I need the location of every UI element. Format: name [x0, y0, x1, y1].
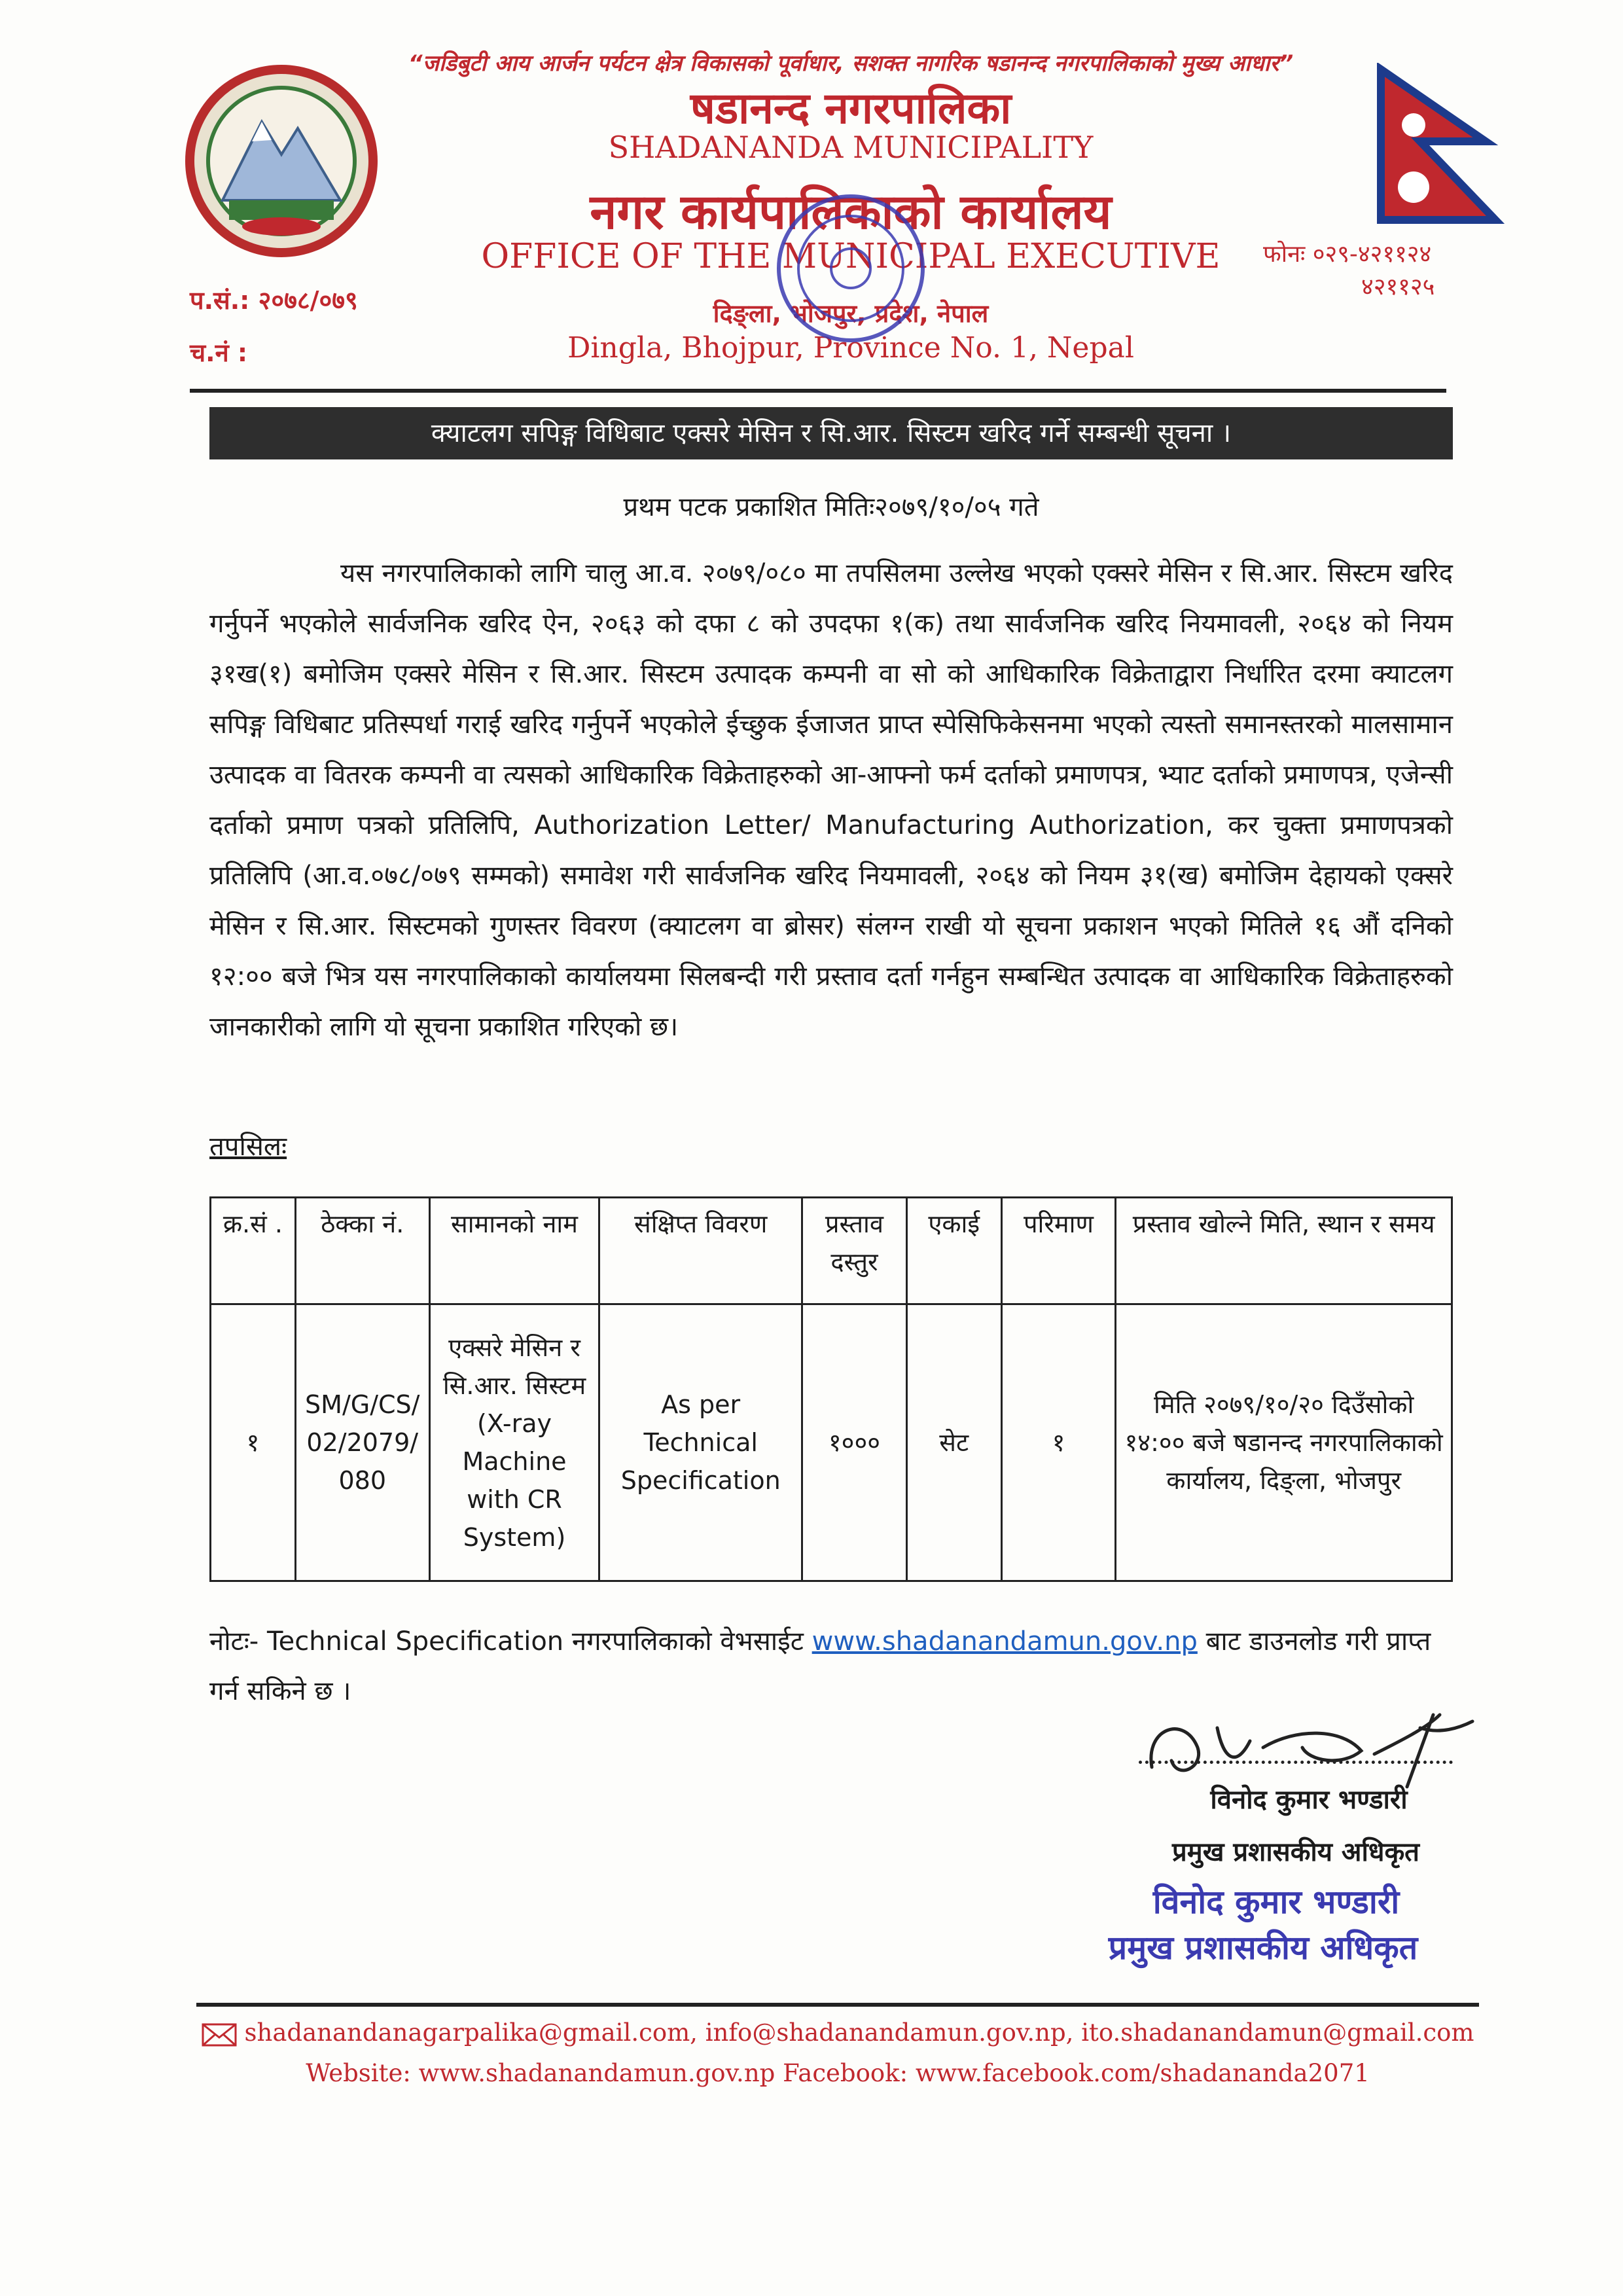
table-cell: एक्सरे मेसिन र सि.आर. सिस्टम (X-ray Machine with CR System): [429, 1304, 599, 1581]
table-header-cell: संक्षिप्त विवरण: [599, 1198, 802, 1304]
footer-divider: [196, 2003, 1479, 2007]
table-header-cell: क्र.सं .: [211, 1198, 296, 1304]
table-cell: As per Technical Specification: [599, 1304, 802, 1581]
table-cell: १०००: [802, 1304, 907, 1581]
nepal-flag-icon: [1374, 63, 1505, 226]
tender-table: [209, 1196, 1453, 1582]
dispatch-number: च.नं :: [190, 338, 248, 367]
notice-body: यस नगरपालिकाको लागि चालु आ.व. २०७९/०८० मा तपसिलमा उल्लेख भएको एक्सरे मेसिन र सि.आर. सिस्टम खरिद गर्नुपर्ने भएकोले सार्वजनिक खरिद ऐन, २०६३ को दफा ८ को उपदफा १(क) तथा सार्वजनिक खरिद नियमावली, २०६४ को नियम ३१ख(१) बमोजिम एक्सरे मेसिन र सि.आर. सिस्टम उत्पादक कम्पनी वा सो को आधिकारिक विक्रेताद्वारा निर्धारित दरमा क्याटलग सपिङ्ग विधिबाट प्रतिस्पर्धा गराई खरिद गर्नुपर्ने भएकोले ईच्छुक ईजाजत प्राप्त स्पेसिफिकेसनमा भएको त्यस्तो समानस्तरको मालसामान उत्पादक वा वितरक कम्पनी वा त्यसको आधिकारिक विक्रेताहरुको आ-आफ्नो फर्म दर्ताको प्रमाणपत्र, भ्याट दर्ताको प्रमाणपत्र, एजेन्सी दर्ताको प्रमाण पत्रको प्रतिलिपि, Authorization Letter/ Manufacturing Authorization, कर चुक्ता प्रमाणपत्रको प्रतिलिपि (आ.व.०७८/०७९ सम्मको) समावेश गरी सार्वजनिक खरिद नियमावली, २०६४ को नियम ३१(ख) बमोजिम देहायको एक्सरे मेसिन र सि.आर. सिस्टमको गुणस्तर विवरण (क्याटलग वा ब्रोसर) संलग्न राखी यो सूचना प्रकाशन भएको मितिले १६ औं दनिको १२:०० बजे भित्र यस नगरपालिकाको कार्यालयमा सिलबन्दी गरी प्रस्ताव दर्ता गर्नहुन सम्बन्धित उत्पादक वा आधिकारिक विक्रेताहरुको जानकारीको लागि यो सूचना प्रकाशित गरिएको छ।: [209, 558, 1453, 1042]
table-cell: सेट: [906, 1304, 1001, 1581]
mail-icon: [202, 2023, 237, 2047]
stamp-signatory-name: विनोद कुमार भण्डारी: [1152, 1883, 1400, 1921]
municipality-title-en: SHADANANDA MUNICIPALITY: [608, 130, 1094, 165]
address-np: दिङ्ला, भोजपुर, प्रदेश, नेपाल: [713, 299, 989, 328]
signatory-title: प्रमुख प्रशासकीय अधिकृत: [1172, 1837, 1419, 1867]
phone-line-2: ४२११२५: [1361, 274, 1435, 300]
website-link[interactable]: www.shadanandamun.gov.np: [812, 1626, 1198, 1657]
tagline: “जडिबुटी आय आर्जन पर्यटन क्षेत्र विकासको पूर्वाधार, सशक्त नागरिक षडानन्द नगरपालिकाको मुख्य आधार”: [408, 50, 1294, 77]
note-prefix: नोटः- Technical Specification नगरपालिकाको वेभसाईट: [209, 1626, 804, 1657]
schedule-label: तपसिलः: [209, 1132, 287, 1162]
table-header-cell: प्रस्ताव दस्तुर: [802, 1198, 907, 1304]
table-header-cell: ठेक्का नं.: [295, 1198, 429, 1304]
signatory-name: विनोद कुमार भण्डारी: [1210, 1785, 1408, 1815]
table-header-cell: सामानको नाम: [429, 1198, 599, 1304]
table-cell: १: [1001, 1304, 1116, 1581]
table-row: [211, 1304, 1452, 1581]
table-header-cell: एकाई: [906, 1198, 1001, 1304]
phone-line-1: फोनः ०२९-४२११२४: [1263, 241, 1432, 268]
note-suffix: बाट डाउनलोड गरी प्राप्त गर्न सकिने छ ।: [209, 1626, 1431, 1706]
municipality-title-np: षडानन्द नगरपालिका: [690, 83, 1012, 134]
table-header-cell: परिमाण: [1001, 1198, 1116, 1304]
table-cell: १: [211, 1304, 296, 1581]
office-stamp-icon: [772, 190, 929, 347]
office-title-np: नगर कार्यपालिकाको कार्यालय: [590, 184, 1112, 240]
notice-subject: क्याटलग सपिङ्ग विधिबाट एक्सरे मेसिन र सि.आर. सिस्टम खरिद गर्ने सम्बन्धी सूचना ।: [209, 407, 1453, 459]
nepal-emblem-icon: [183, 63, 380, 259]
published-date: प्रथम पटक प्रकाशित मितिः२०७९/१०/०५ गते: [623, 492, 1039, 522]
footer-email-list: shadanandanagarpalika@gmail.com, info@shadanandamun.gov.np, ito.shadanandamun@gmail.com: [244, 2018, 1474, 2047]
address-en: Dingla, Bhojpur, Province No. 1, Nepal: [567, 331, 1134, 365]
header-divider: [190, 389, 1446, 393]
footer-web-links: Website: www.shadanandamun.gov.np Facebook: www.facebook.com/shadananda2071: [306, 2059, 1370, 2087]
table-header-cell: प्रस्ताव खोल्ने मिति, स्थान र समय: [1116, 1198, 1452, 1304]
signature-line: [1139, 1761, 1453, 1764]
table-cell: मिति २०७९/१०/२० दिउँसोको १४:०० बजे षडानन्द नगरपालिकाको कार्यालय, दिङ्ला, भोजपुर: [1116, 1304, 1452, 1581]
table-header-row: [211, 1198, 1452, 1304]
reference-number: प.सं.: २०७८/०७९: [190, 286, 358, 315]
footer-emails: [196, 2018, 1479, 2047]
stamp-signatory-title: प्रमुख प्रशासकीय अधिकृत: [1108, 1929, 1418, 1967]
table-cell: SM/G/CS/ 02/2079/ 080: [295, 1304, 429, 1581]
office-title-en: OFFICE OF THE MUNICIPAL EXECUTIVE: [481, 237, 1221, 276]
